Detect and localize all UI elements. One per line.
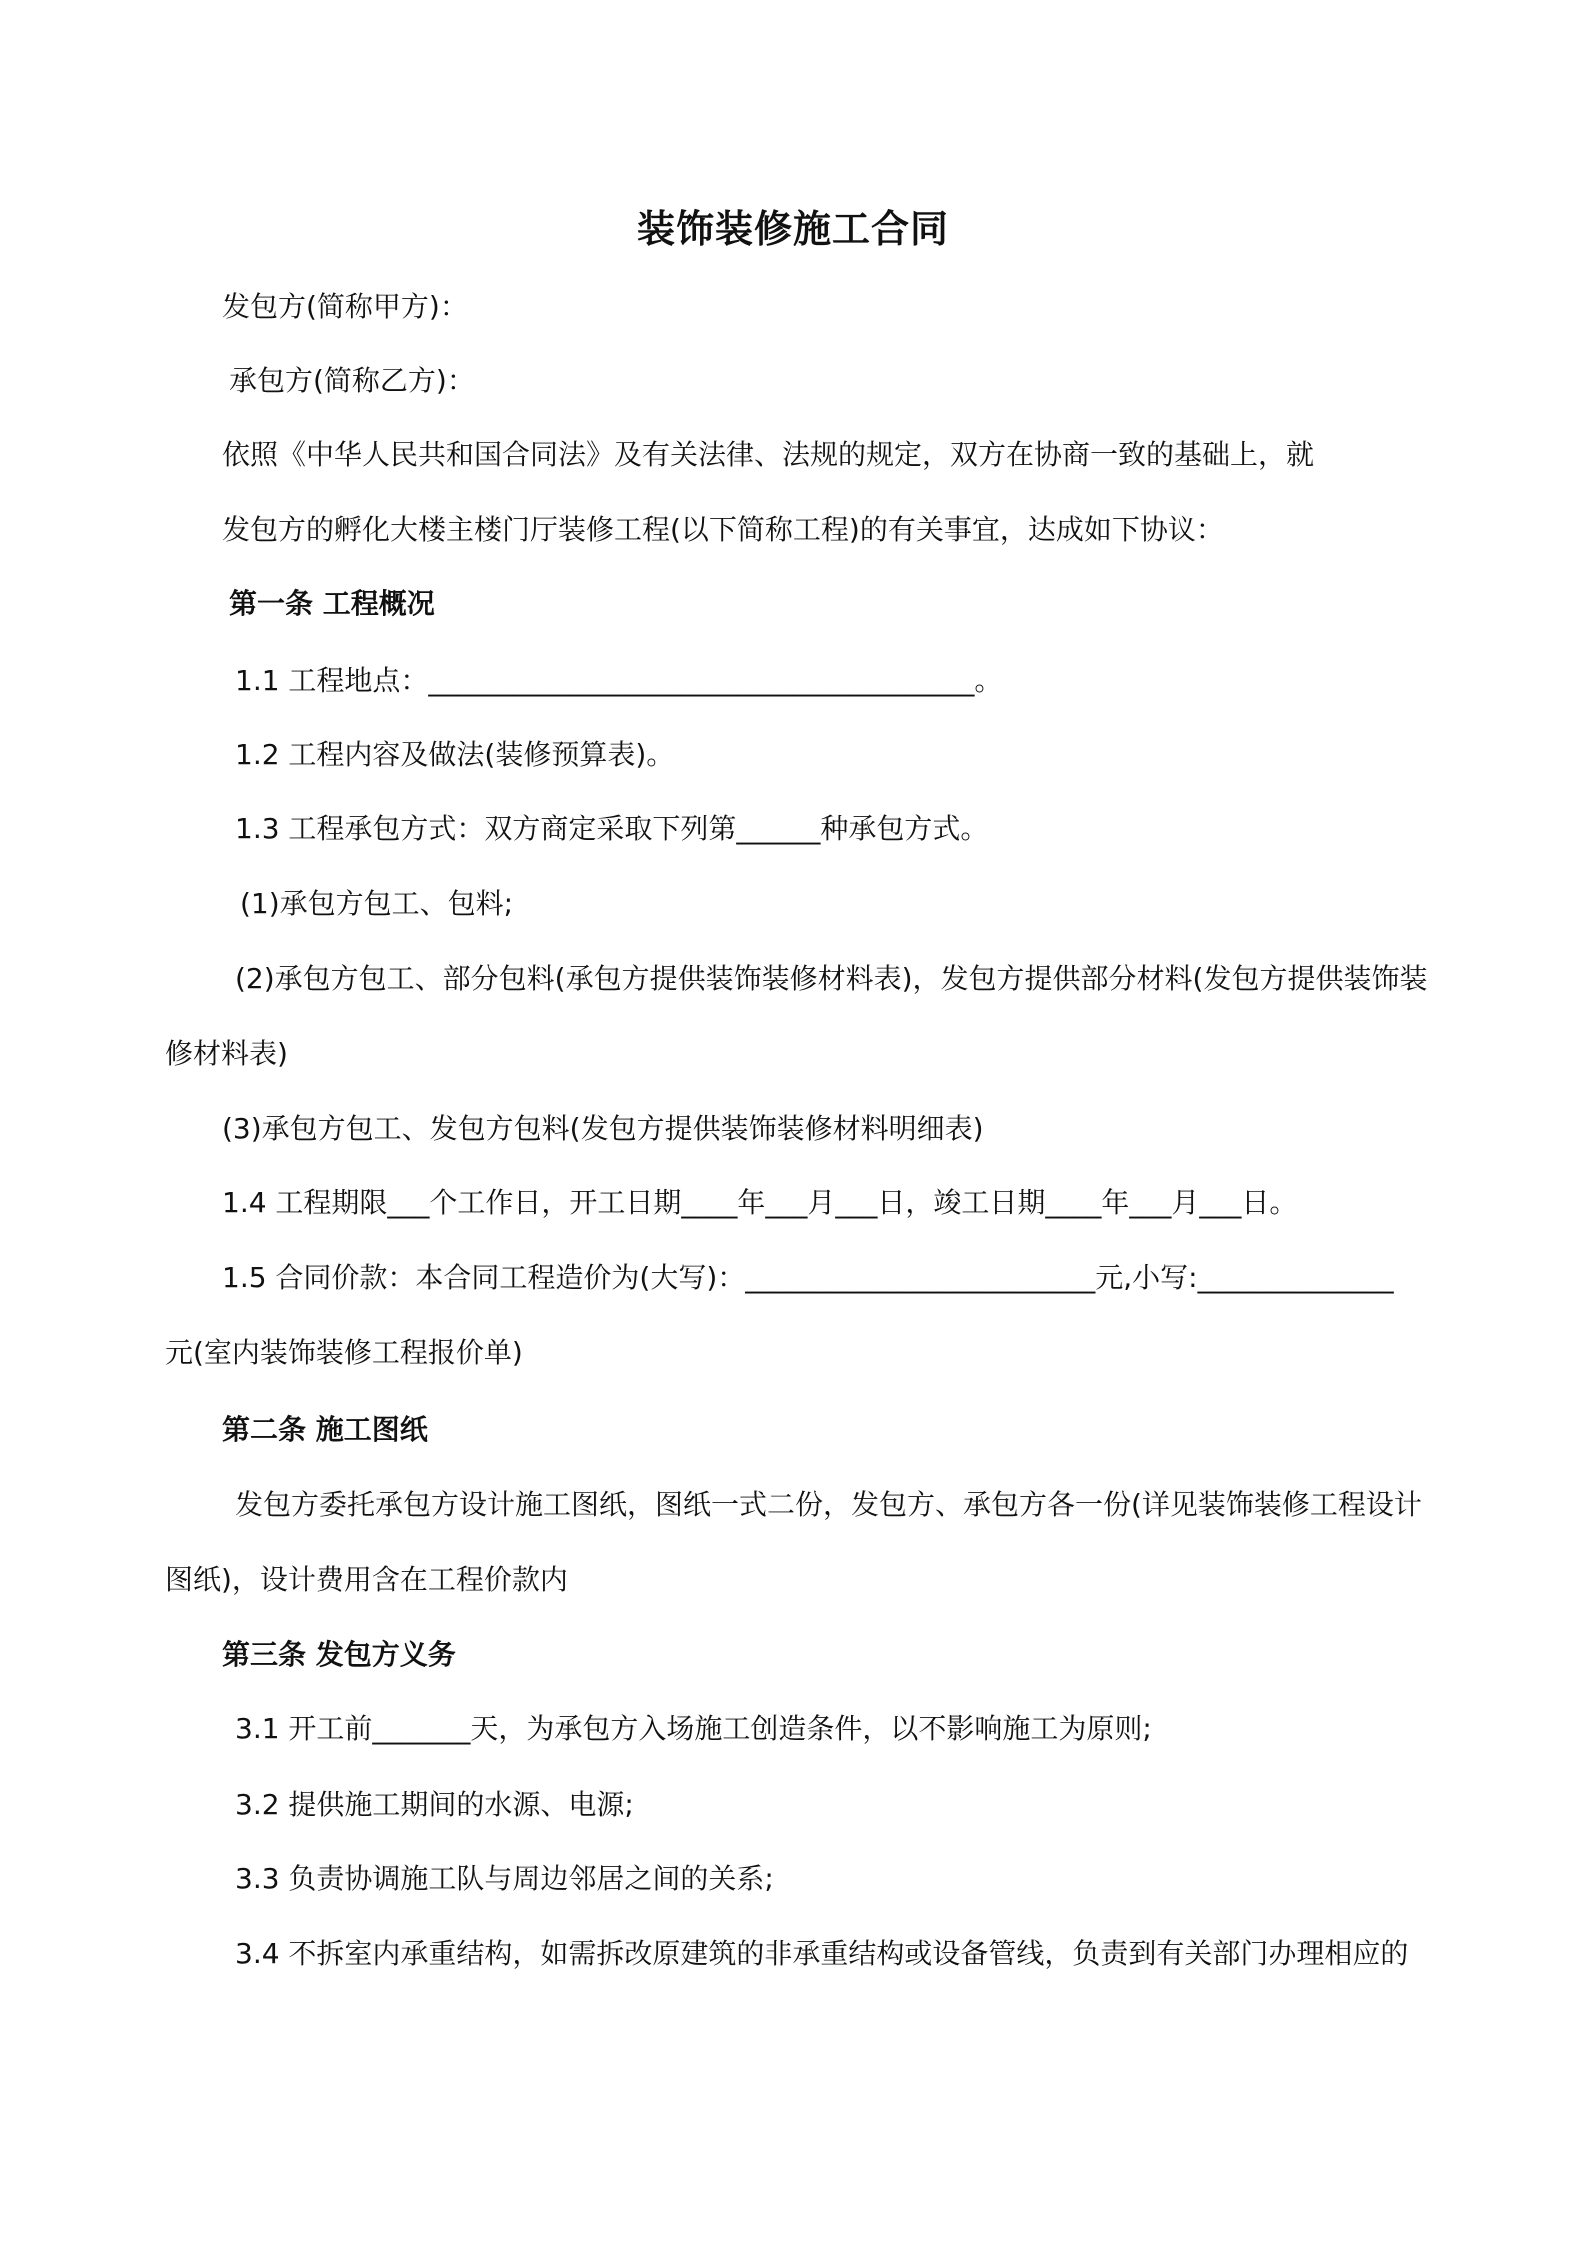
clause-1-3-option-2-line-1: (2)承包方包工、部分包料(承包方提供装饰装修材料表)，发包方提供部分材料(发包方提供装饰装 — [235, 962, 1428, 995]
preamble-line-2: 发包方的孵化大楼主楼门厅装修工程(以下简称工程)的有关事宜，达成如下协议： — [222, 513, 1224, 546]
article-2-heading: 第二条 施工图纸 — [222, 1413, 428, 1446]
article-2-body-line-1: 发包方委托承包方设计施工图纸，图纸一式二份，发包方、承包方各一份(详见装饰装修工程设计 — [235, 1488, 1422, 1521]
clause-1-3-option-1: (1)承包方包工、包料; — [240, 887, 514, 920]
clause-1-3-option-3: (3)承包方包工、发包方包料(发包方提供装饰装修材料明细表) — [222, 1112, 984, 1145]
document-title: 装饰装修施工合同 — [636, 207, 949, 251]
clause-3-3: 3.3 负责协调施工队与周边邻居之间的关系; — [235, 1862, 774, 1895]
clause-1-3-option-2-line-2: 修材料表) — [165, 1037, 288, 1070]
clause-3-4: 3.4 不拆室内承重结构，如需拆改原建筑的非承重结构或设备管线，负责到有关部门办理相应的 — [235, 1937, 1409, 1970]
preamble-line-1: 依照《中华人民共和国合同法》及有关法律、法规的规定，双方在协商一致的基础上，就 — [222, 438, 1315, 471]
clause-1-3: 1.3 工程承包方式：双方商定采取下列第______种承包方式。 — [235, 812, 989, 845]
clause-1-2: 1.2 工程内容及做法(装修预算表)。 — [235, 738, 675, 771]
article-2-body-line-2: 图纸)，设计费用含在工程价款内 — [165, 1563, 568, 1596]
article-3-heading: 第三条 发包方义务 — [222, 1638, 456, 1671]
article-1-heading: 第一条 工程概况 — [229, 587, 435, 620]
clause-1-4: 1.4 工程期限___个工作日，开工日期____年___月___日，竣工日期____年___月___日。 — [222, 1186, 1298, 1219]
clause-1-1: 1.1 工程地点：_______________________________________。 — [235, 664, 1003, 697]
clause-3-2: 3.2 提供施工期间的水源、电源; — [235, 1788, 634, 1821]
party-b-line: 承包方(简称乙方)： — [229, 364, 475, 397]
clause-3-1: 3.1 开工前_______天，为承包方入场施工创造条件，以不影响施工为原则; — [235, 1712, 1152, 1745]
clause-1-5-line-1: 1.5 合同价款：本合同工程造价为(大写)：_________________________元,小写:______________ — [222, 1261, 1394, 1294]
party-a-line: 发包方(简称甲方)： — [222, 290, 468, 323]
clause-1-5-line-2: 元(室内装饰装修工程报价单) — [165, 1336, 523, 1369]
